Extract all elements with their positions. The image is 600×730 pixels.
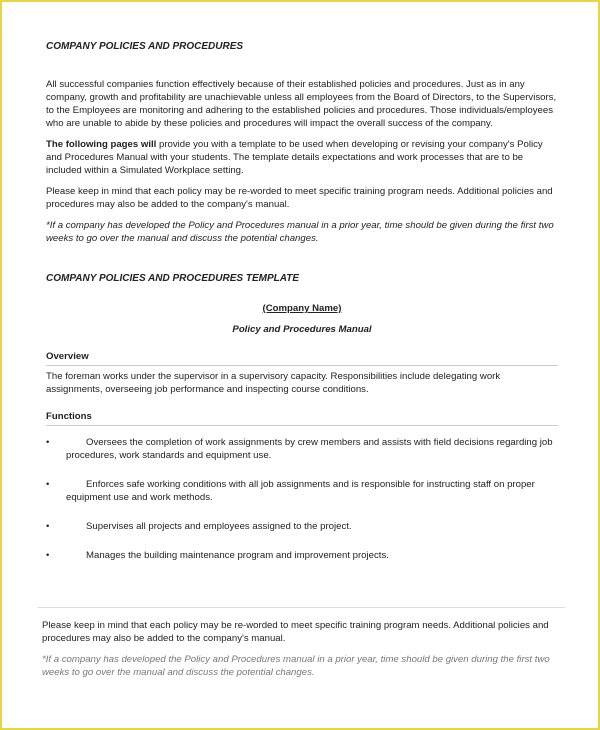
note-paragraph: *If a company has developed the Policy and Procedures manual in a prior year, time should be given during the first two weeks to go over the manual and discuss the potential changes. <box>46 220 554 244</box>
functions-list <box>46 436 558 562</box>
following-rest-text: provide you with a template to be used when developing or revising your company's Policy and Procedures Manual with your students. The template details expectations and work processes that are to be included within a Simulated Workplace setting. <box>46 139 543 176</box>
list-item <box>46 478 558 504</box>
keep-in-mind-paragraph-2: Please keep in mind that each policy may be re-worded to meet specific training program needs. Additional policies and procedures may also be added to the company's manual. <box>42 620 549 644</box>
list-item <box>46 549 558 562</box>
overview-heading: Overview <box>46 351 89 362</box>
note-paragraph-2: *If a company has developed the Policy and Procedures manual in a prior year, time should be given during the first two weeks to go over the manual and discuss the potential changes. <box>42 654 550 678</box>
following-bold-text: The following pages will <box>46 139 157 150</box>
intro-paragraph: All successful companies function effectively because of their established policies and procedures. Just as in any company, growth and profitability are unachievable unless all employees from the Board of Directors, to the Supervisors, to the Employees are monitoring and adhering to the established policies and procedures. Those individuals/employees who are unable to abide by these policies and procedures will impact the overall success of the company. <box>46 79 557 129</box>
overview-text: The foreman works under the supervisor in a supervisory capacity. Responsibilities include delegating work assignments, overseeing job performance and inspecting course conditions. <box>46 371 501 395</box>
document-page-continued <box>42 619 558 687</box>
functions-divider <box>46 425 558 426</box>
manual-title: Policy and Procedures Manual <box>232 324 372 335</box>
bullet-icon: • <box>46 437 50 448</box>
functions-heading: Functions <box>46 411 92 422</box>
bullet-icon: • <box>46 479 50 490</box>
keep-in-mind-paragraph: Please keep in mind that each policy may be re-worded to meet specific training program needs. Additional policies and procedures may also be added to the company's manual. <box>46 186 553 210</box>
list-item <box>46 520 558 533</box>
page-break-divider <box>38 607 565 608</box>
function-text: Supervises all projects and employees assigned to the project. <box>86 521 352 532</box>
document-heading: COMPANY POLICIES AND PROCEDURES <box>46 41 244 52</box>
list-item <box>46 436 558 462</box>
overview-divider <box>46 365 558 366</box>
function-text: Enforces safe working conditions with all job assignments and is responsible for instructing staff on proper equipment use and work methods. <box>66 479 535 503</box>
company-name: (Company Name) <box>262 303 342 314</box>
company-name-line <box>46 302 558 315</box>
template-heading: COMPANY POLICIES AND PROCEDURES TEMPLATE <box>46 273 299 284</box>
bullet-icon: • <box>46 550 50 561</box>
following-paragraph <box>46 138 558 177</box>
document-page <box>46 40 558 578</box>
function-text: Oversees the completion of work assignments by crew members and assists with field decisions regarding job procedures, work standards and equipment use. <box>66 437 553 461</box>
function-text: Manages the building maintenance program and improvement projects. <box>86 550 389 561</box>
bullet-icon: • <box>46 521 50 532</box>
